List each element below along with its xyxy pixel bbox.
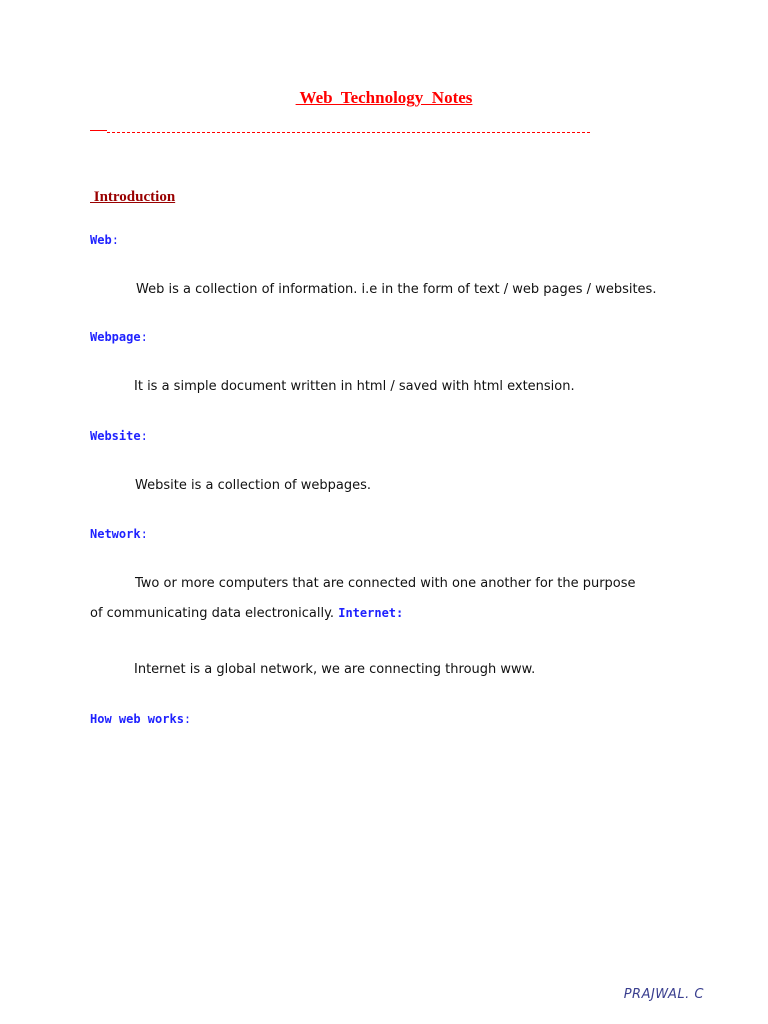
- term-web-label: Web: [90, 233, 112, 247]
- term-webpage-label: Webpage: [90, 330, 141, 344]
- term-website-label: Website: [90, 429, 141, 443]
- term-network: Network:: [90, 527, 148, 541]
- term-how-web-works: How web works:: [90, 712, 192, 726]
- title-divider-solid: [90, 130, 107, 131]
- definition-website: Website is a collection of webpages.: [135, 478, 371, 493]
- definition-network-line2-text: of communicating data electronically.: [90, 606, 335, 621]
- title-divider: [90, 122, 590, 136]
- term-network-label: Network: [90, 527, 141, 541]
- term-web: Web:: [90, 233, 119, 247]
- definition-internet: Internet is a global network, we are connecting through www.: [134, 662, 536, 677]
- term-internet: Internet:: [338, 606, 404, 620]
- term-website: Website:: [90, 429, 148, 443]
- definition-webpage: It is a simple document written in html / saved with html extension.: [134, 379, 575, 394]
- term-how-web-works-label: How web works: [90, 712, 184, 726]
- definition-network-line1: Two or more computers that are connected with one another for the purpose: [135, 576, 636, 591]
- definition-web: Web is a collection of information. i.e in the form of text / web pages / websites.: [136, 282, 657, 297]
- definition-network-line2: [90, 606, 403, 621]
- term-webpage: Webpage:: [90, 330, 148, 344]
- title-divider-dashes: [107, 132, 590, 133]
- author-footer: PRAJWAL. C: [623, 987, 704, 1002]
- page-title: Web Technology Notes: [295, 88, 473, 107]
- term-internet-label: Internet: [338, 606, 397, 620]
- section-heading-introduction: Introduction: [90, 189, 176, 205]
